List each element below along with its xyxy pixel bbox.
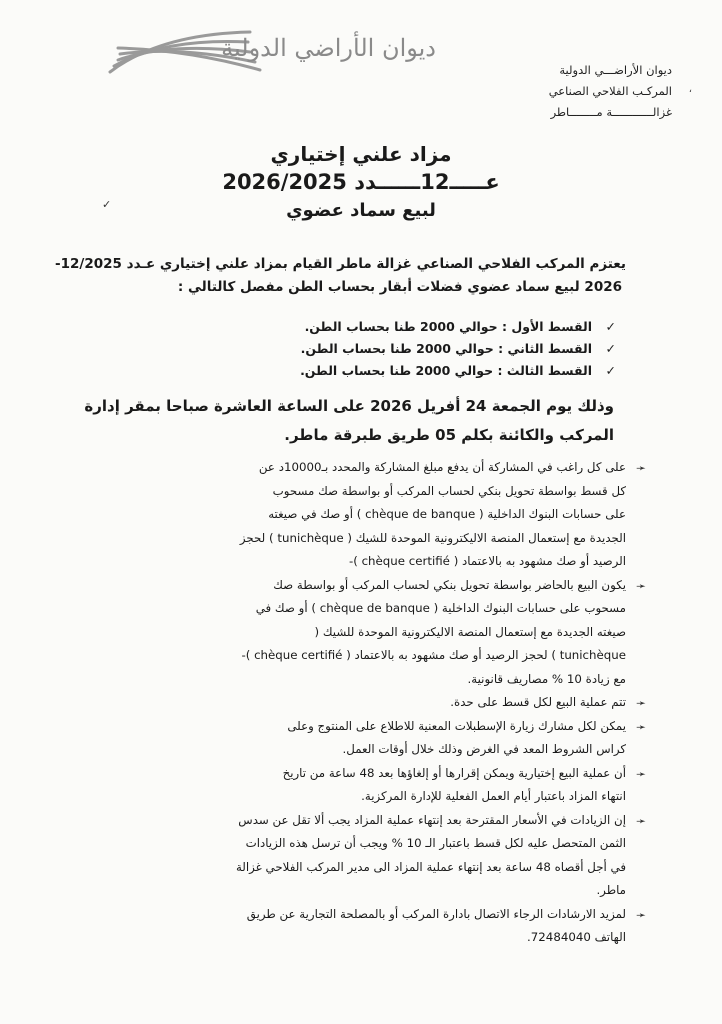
header-line-3: غزالــــــــــــة مــــــــاطر xyxy=(550,105,672,119)
installment-item xyxy=(296,363,616,378)
arrow-bullet-icon: ➛ xyxy=(635,696,646,710)
condition-line: الثمن المتحصل عليه لكل قسط باعتبار الـ 10 % ويجب أن ترسل هذه الزيادات xyxy=(245,836,626,850)
condition-line: على حسابات البنوك الداخلية ( chèque de banque ) أو صك في صيغته xyxy=(268,507,626,521)
stray-mark: ✓ xyxy=(102,198,112,211)
page-title: مزاد علني إختياري xyxy=(270,142,452,166)
conditions-list xyxy=(86,456,646,950)
check-icon: ✓ xyxy=(605,341,616,356)
check-icon: ✓ xyxy=(605,363,616,378)
condition-line: انتهاء المزاد باعتبار أيام العمل الفعلية للإدارة المركزية. xyxy=(361,789,626,803)
condition-item xyxy=(86,809,646,903)
page-subtitle: لبيع سماد عضوي xyxy=(286,200,436,221)
condition-line: أن عملية البيع إختيارية ويمكن إقرارها أو إلغاؤها بعد 48 ساعة من تاريخ xyxy=(282,765,626,780)
auction-date-line: وذلك يوم الجمعة 24 أفريل 2026 على الساعة العاشرة صباحا بمقر إدارة xyxy=(84,397,614,415)
condition-item xyxy=(86,456,646,574)
header-mark: ، xyxy=(688,84,692,95)
condition-line: مع زيادة 10 % مصاريف قانونية. xyxy=(467,671,626,686)
installment-text: القسط الأول : حوالي 2000 طنا بحساب الطن. xyxy=(304,319,592,334)
condition-line: الرصيد أو صك مشهود به بالاعتماد ( chèque certifié )- xyxy=(348,554,626,568)
installment-item xyxy=(296,319,616,334)
arrow-bullet-icon: ➛ xyxy=(635,719,646,734)
condition-line: يكون البيع بالحاضر بواسطة تحويل بنكي لحساب المركب أو بواسطة صك xyxy=(273,577,626,592)
condition-item xyxy=(86,762,646,809)
intro-line-1: يعتزم المركب الفلاحي الصناعي غزالة ماطر القيام بمزاد علني إختياري عـدد 12/2025- xyxy=(55,256,626,272)
arrow-bullet-icon: ➛ xyxy=(635,813,646,828)
arrow-bullet-icon: ➛ xyxy=(635,907,646,922)
installment-text: القسط الثالث : حوالي 2000 طنا بحساب الطن. xyxy=(300,363,592,378)
condition-line: صيغته الجديدة مع إستعمال المنصة الاليكترونية الموحدة للشيك ( xyxy=(314,624,626,639)
condition-line: كراس الشروط المعد في الغرض وذلك خلال أوقات العمل. xyxy=(342,742,626,756)
condition-line: على كل راغب في المشاركة أن يدفع مبلغ المشاركة والمحدد بـ10000د عن xyxy=(258,460,626,474)
condition-item xyxy=(86,715,646,762)
condition-line: ماطر. xyxy=(596,883,626,897)
condition-item xyxy=(86,574,646,692)
condition-item xyxy=(86,691,646,715)
condition-line: tunichèque ) لحجز الرصيد أو صك مشهود به بالاعتماد ( chèque certifié )- xyxy=(241,648,626,662)
condition-line: إن الزيادات في الأسعار المقترحة بعد إنتهاء عملية المزاد يجب ألا تقل عن سدس xyxy=(238,812,626,827)
condition-line: في أجل أقصاه 48 ساعة بعد إنتهاء عملية المزاد الى مدير المركب الفلاحي غزالة xyxy=(235,859,626,874)
header-block xyxy=(472,60,672,123)
auction-location-line: المركب والكائنة بكلم 05 طريق طبرقة ماطر. xyxy=(284,426,614,444)
check-icon: ✓ xyxy=(605,319,616,334)
condition-line: يمكن لكل مشارك زيارة الإسطبلات المعنية للاطلاع على المنتوج وعلى xyxy=(287,718,626,733)
auction-number: عـــــ12ــــــدد 2026/2025 xyxy=(222,170,500,194)
intro-line-2: 2026 لبيع سماد عضوي فضلات أبقار بحساب الطن مفصل كالتالي : xyxy=(177,279,622,295)
condition-line: كل قسط بواسطة تحويل بنكي لحساب المركب أو بواسطة صك مسحوب xyxy=(272,483,626,498)
condition-line: لمزيد الارشادات الرجاء الاتصال بادارة المركب أو بالمصلحة التجارية عن طريق xyxy=(246,906,626,921)
arrow-bullet-icon: ➛ xyxy=(635,766,646,781)
header-line-2: المركـب الفلاحي الصناعي xyxy=(548,84,672,98)
condition-line: الجديدة مع إستعمال المنصة الاليكترونية الموحدة للشيك ( tunichèque ) لحجز xyxy=(239,530,626,545)
installment-item xyxy=(296,341,616,356)
condition-item xyxy=(86,903,646,950)
arrow-bullet-icon: ➛ xyxy=(635,461,646,475)
header-line-1: ديوان الأراضـــي الدولية xyxy=(559,63,672,77)
condition-line: تتم عملية البيع لكل قسط على حدة. xyxy=(450,695,626,709)
condition-line: الهاتف 72484040. xyxy=(527,930,626,944)
installment-text: القسط الثاني : حوالي 2000 طنا بحساب الطن. xyxy=(300,341,592,356)
condition-line: مسحوب على حسابات البنوك الداخلية ( chèque de banque ) أو صك في xyxy=(255,601,626,615)
logo-text: ديوان الأراضي الدولية xyxy=(221,34,436,62)
arrow-bullet-icon: ➛ xyxy=(635,578,646,593)
